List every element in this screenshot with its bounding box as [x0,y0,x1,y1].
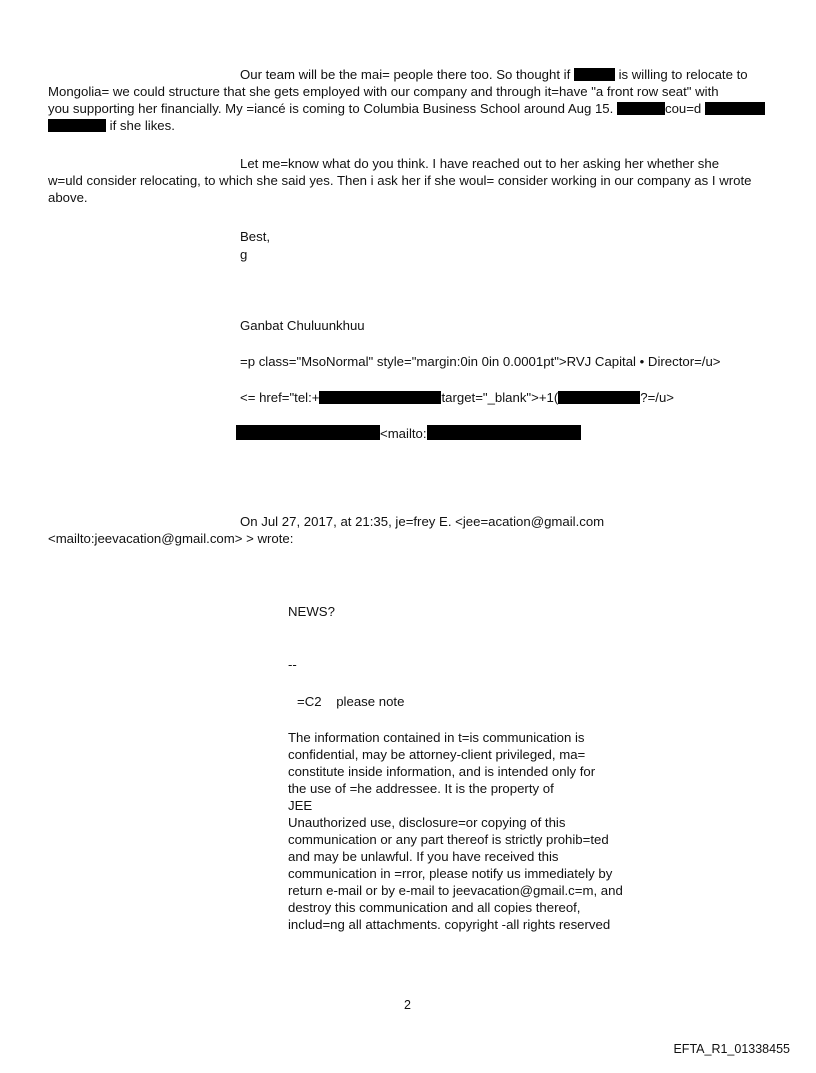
quoted-news: NEWS? [288,604,335,619]
redaction-box [574,68,615,81]
signature-tel-line: <= href="tel:+ target="_blank">+1( ?=/u> [240,390,674,405]
redaction-box [558,391,640,404]
redaction-box [617,102,665,115]
signature-name: Ganbat Chuluunkhuu [240,318,365,333]
para1-line4: if she likes. [48,118,175,134]
quote-header-line2: <mailto:jeevacation@gmail.com> > wrote: [48,531,294,546]
closing-best: Best, [240,229,271,244]
quoted-note: =C2 please note [297,694,405,709]
redaction-box [236,425,380,440]
para1-line2: Mongolia= we could structure that she gets employed with our company and through it=have "a front row seat" with [48,84,719,99]
disclaimer-line: Unauthorized use, disclosure=or copying of this [288,815,566,830]
signature-email-line: <mailto: [236,425,581,442]
para2-line1: Let me=know what do you think. I have reached out to her asking her whether she [240,156,720,171]
disclaimer-line: includ=ng all attachments. copyright -all rights reserved [288,917,611,932]
redaction-box [319,391,441,404]
document-id: EFTA_R1_01338455 [673,1042,790,1056]
redaction-box [48,119,106,132]
redaction-box [427,425,581,440]
disclaimer-line: and may be unlawful. If you have received this [288,849,559,864]
disclaimer-line: constitute inside information, and is intended only for [288,764,596,779]
para1-line3: you supporting her financially. My =iancé is coming to Columbia Business School around Aug 15. cou=d [48,101,765,117]
disclaimer-line: communication in =rror, please notify us immediately by [288,866,613,881]
disclaimer-line: return e-mail or by e-mail to jeevacation@gmail.c=m, and [288,883,623,898]
disclaimer-line: The information contained in t=is communication is [288,730,585,745]
page-number: 2 [404,998,411,1012]
para2-line3: above. [48,190,88,205]
disclaimer-line: destroy this communication and all copies thereof, [288,900,581,915]
disclaimer-line: JEE [288,798,313,813]
disclaimer-line: communication or any part thereof is strictly prohib=ted [288,832,609,847]
redaction-box [705,102,765,115]
disclaimer-line: the use of =he addressee. It is the property of [288,781,554,796]
para2-line2: w=uld consider relocating, to which she said yes. Then i ask her if she woul= consider working in our company as I wrote [48,173,752,188]
quote-header-line1: On Jul 27, 2017, at 21:35, je=frey E. <jee=acation@gmail.com [240,514,605,529]
signature-company-line: =p class="MsoNormal" style="margin:0in 0in 0.0001pt">RVJ Capital • Director=/u> [240,354,721,369]
para1-line1: Our team will be the mai= people there too. So thought if is willing to relocate to [240,67,748,82]
quoted-signature-separator: -- [288,657,297,672]
closing-initial: g [240,247,248,262]
disclaimer-line: confidential, may be attorney-client privileged, ma= [288,747,586,762]
